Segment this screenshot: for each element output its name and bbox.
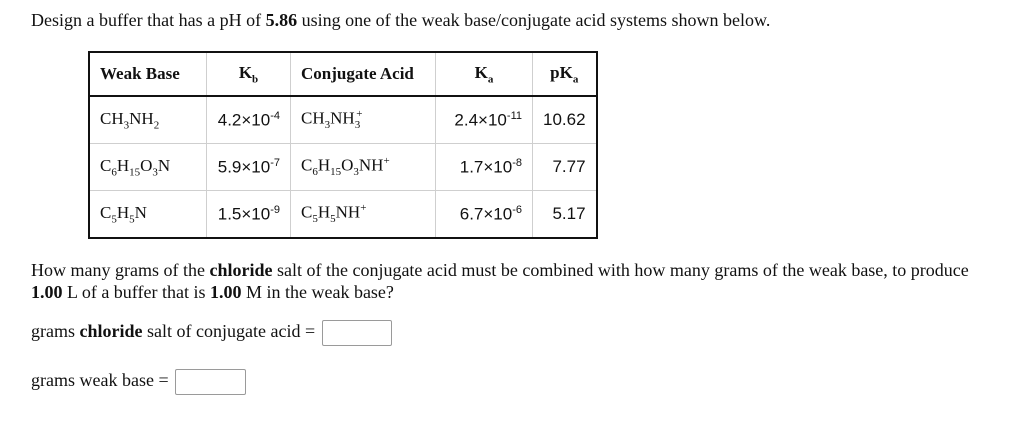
weak-base-grams-input[interactable]	[175, 369, 246, 395]
ka-value: $6.7\times 10^{-6}$	[436, 191, 533, 239]
pka-value: 7.77	[533, 144, 597, 191]
chloride-emphasis: chloride	[209, 260, 273, 280]
weak-base-formula: $CH_3NH_2$	[89, 96, 207, 144]
acid-salt-grams-input[interactable]	[322, 320, 392, 346]
header-pka: $pK_a$	[533, 52, 597, 96]
pka-value: 5.17	[533, 191, 597, 239]
weak-base-table	[88, 51, 598, 239]
acid-salt-label: grams chloride salt of conjugate acid =	[31, 321, 316, 342]
weak-base-label: grams weak base =	[31, 370, 169, 391]
conjugate-acid-formula: $C_5H_5NH^+$	[291, 191, 436, 239]
prompt-text-before: Design a buffer that has a pH of	[31, 10, 266, 30]
problem-statement	[31, 10, 770, 31]
table-row	[89, 191, 597, 239]
volume-value: 1.00	[31, 282, 63, 302]
ka-value: $2.4\times 10^{-11}$	[436, 96, 533, 144]
table-header-row	[89, 52, 597, 96]
ka-value: $1.7\times 10^{-8}$	[436, 144, 533, 191]
answer-row-weak-base	[31, 369, 246, 395]
kb-value: $1.5\times 10^{-9}$	[207, 191, 291, 239]
header-kb: $K_b$	[207, 52, 291, 96]
ph-value: 5.86	[265, 10, 298, 30]
conjugate-acid-formula: $C_6H_{15}O_3NH^+$	[291, 144, 436, 191]
kb-value: $5.9\times 10^{-7}$	[207, 144, 291, 191]
question-text: How many grams of the chloride salt of the conjugate acid must be combined with how many grams of the weak base, to produce 1.00 L of a buffer that is 1.00 M in the weak base?	[31, 260, 969, 302]
table-row	[89, 96, 597, 144]
pka-value: 10.62	[533, 96, 597, 144]
header-weak-base: Weak Base	[89, 52, 207, 96]
weak-base-formula: $C_5H_5N$	[89, 191, 207, 239]
header-conjugate-acid: Conjugate Acid	[291, 52, 436, 96]
answer-row-acid-salt	[31, 320, 392, 346]
prompt-text-after: using one of the weak base/conjugate acid systems shown below.	[297, 10, 771, 30]
table-row	[89, 144, 597, 191]
conjugate-acid-formula: $CH_3NH_3^+$	[291, 96, 436, 144]
kb-value: $4.2\times 10^{-4}$	[207, 96, 291, 144]
molarity-value: 1.00	[209, 282, 242, 302]
weak-base-formula: $C_6H_{15}O_3N$	[89, 144, 207, 191]
header-ka: $K_a$	[436, 52, 533, 96]
